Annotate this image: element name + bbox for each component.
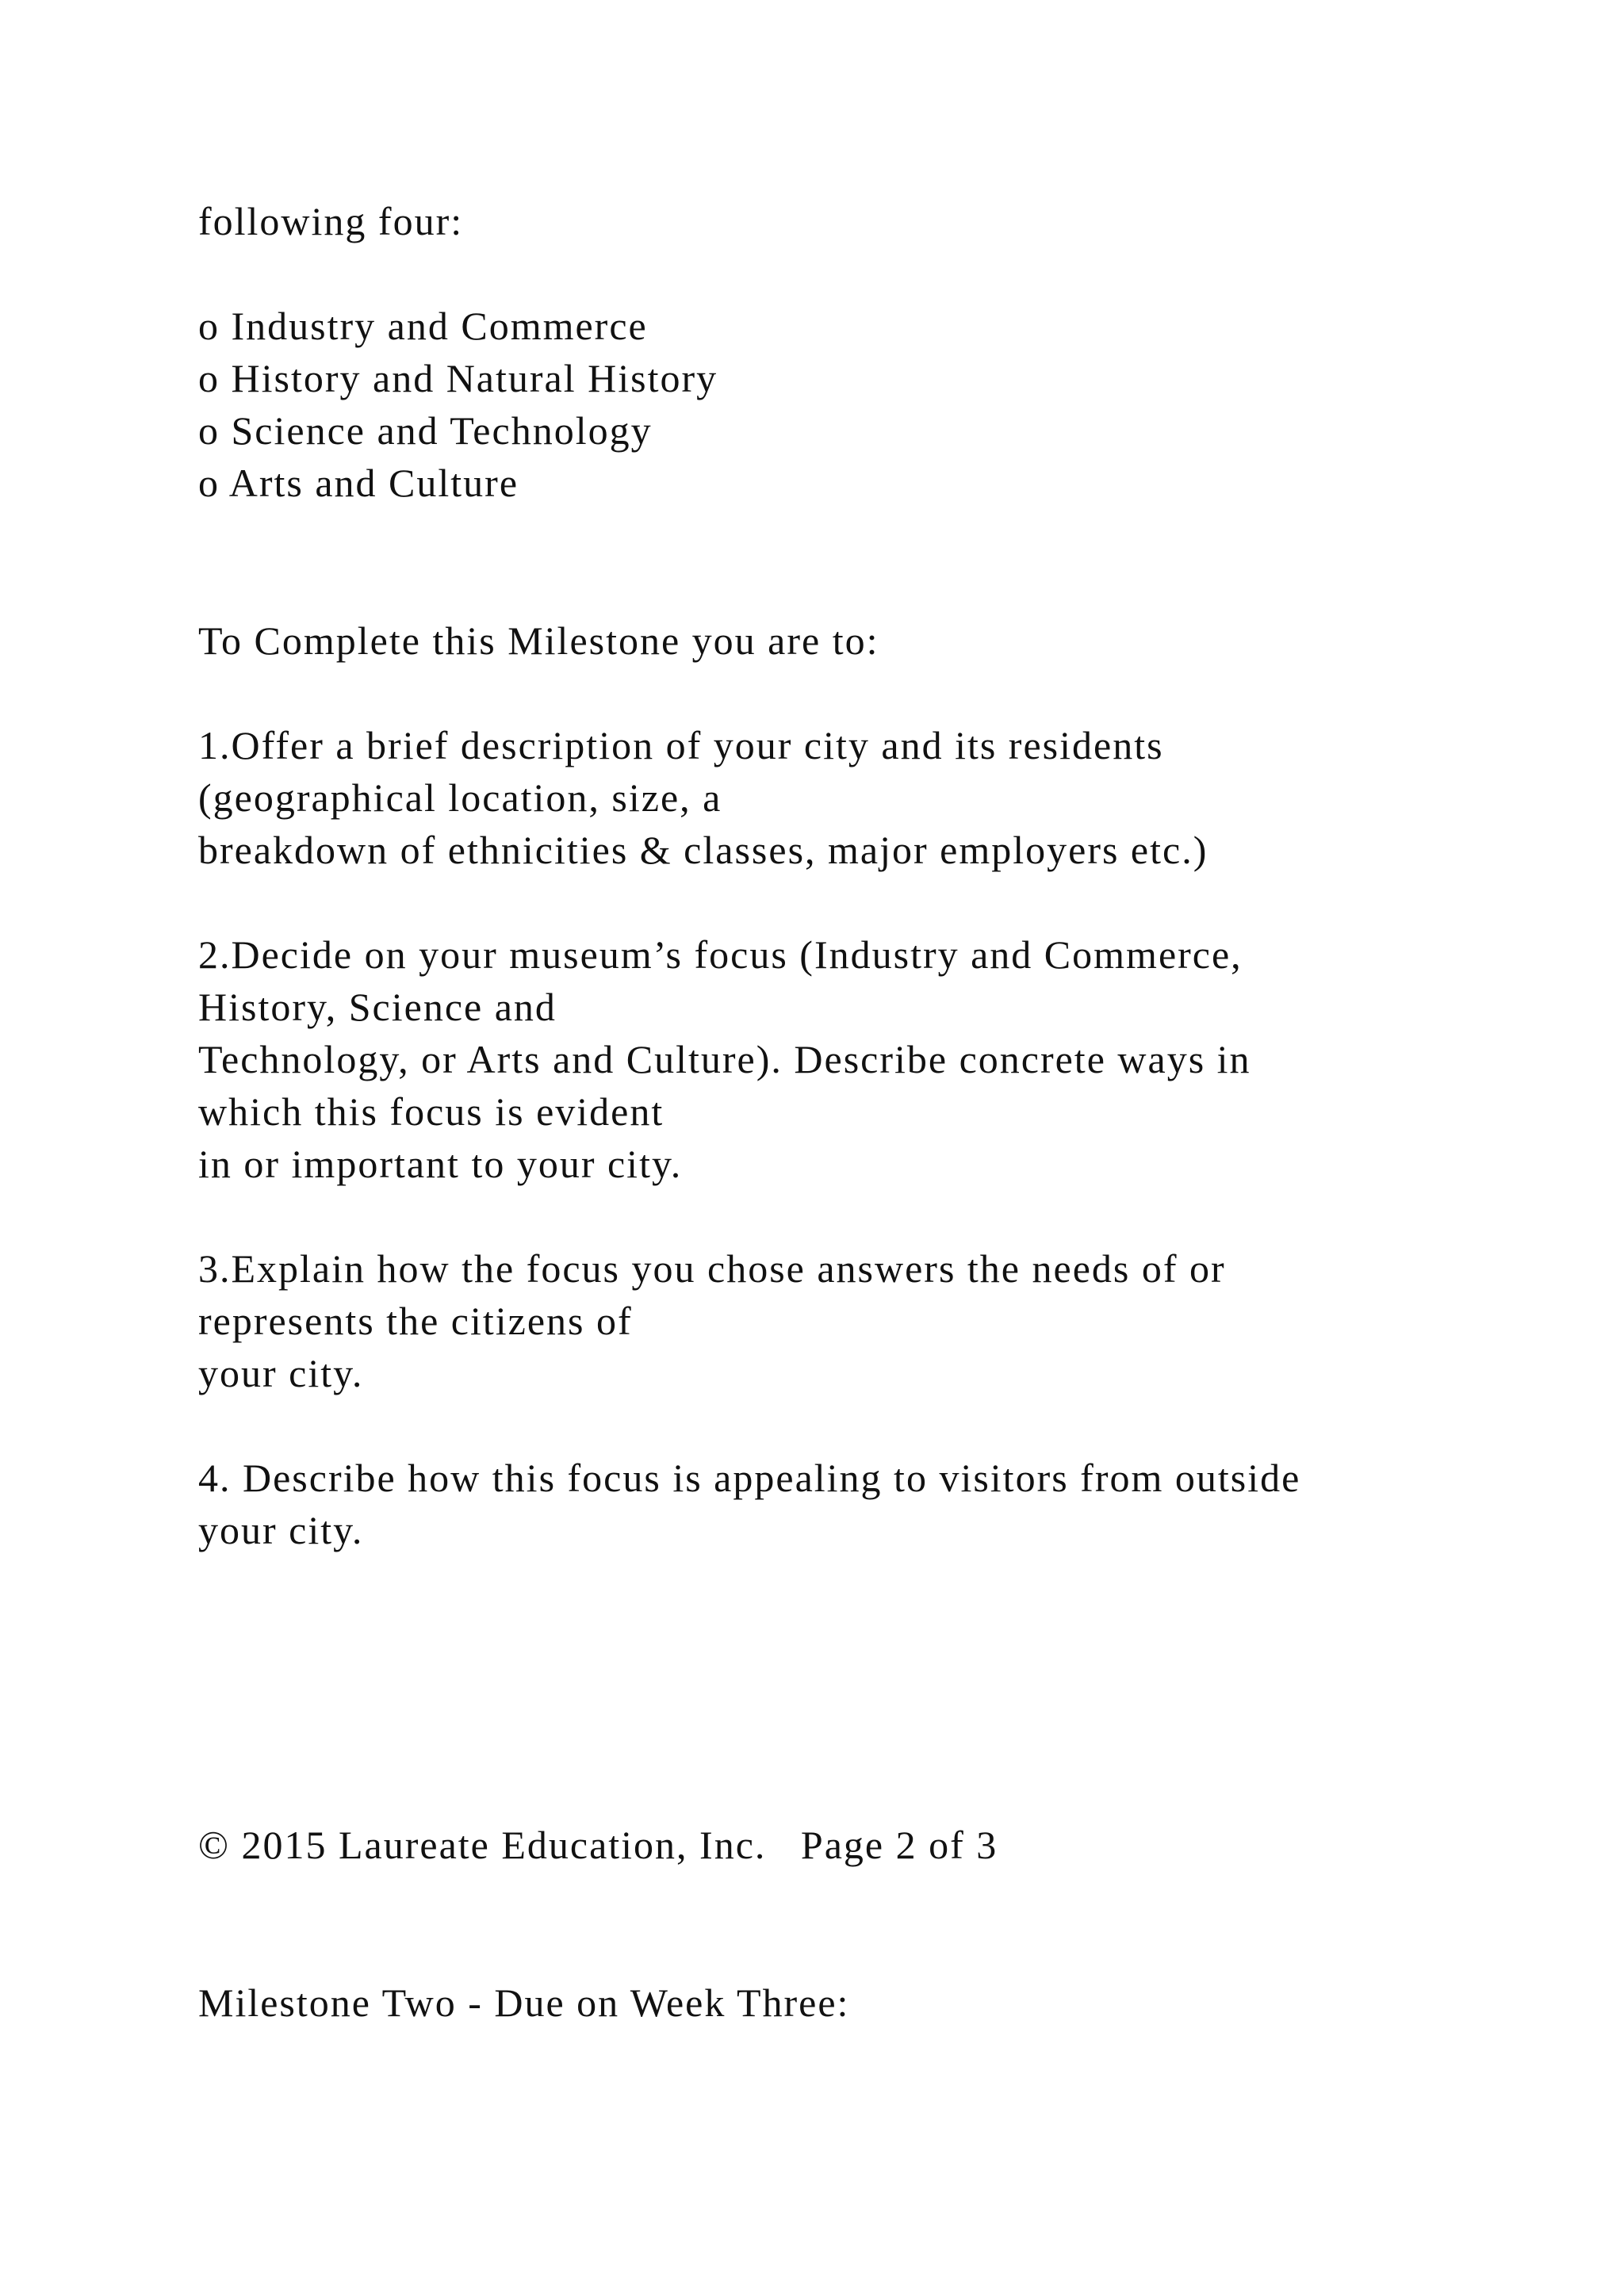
task-4-line-2: your city. [198, 1508, 364, 1552]
task-1-line-2: (geographical location, size, a [198, 775, 722, 820]
page-footer: © 2015 Laureate Education, Inc. Page 2 of 3 [198, 1823, 998, 1867]
task-3-line-3: your city. [198, 1351, 364, 1395]
task-2-line-5: in or important to your city. [198, 1142, 683, 1186]
instructions-heading: To Complete this Milestone you are to: [198, 618, 879, 663]
task-2-line-1: 2.Decide on your museum’s focus (Industry and Commerce, [198, 932, 1243, 977]
task-3-line-1: 3.Explain how the focus you chose answers the needs of or [198, 1246, 1226, 1291]
task-2-line-2: History, Science and [198, 985, 557, 1029]
focus-option-arts: o Arts and Culture [198, 461, 519, 505]
task-2-line-4: which this focus is evident [198, 1089, 665, 1134]
task-1-line-3: breakdown of ethnicities & classes, major employers etc.) [198, 828, 1208, 872]
focus-option-science: o Science and Technology [198, 408, 653, 453]
task-1-line-1: 1.Offer a brief description of your city and its residents [198, 723, 1164, 767]
task-3-line-2: represents the citizens of [198, 1299, 633, 1343]
task-4-line-1: 4. Describe how this focus is appealing to visitors from outside [198, 1456, 1301, 1500]
intro-tail-text: following four: [198, 199, 464, 243]
task-2-line-3: Technology, or Arts and Culture). Describe concrete ways in [198, 1037, 1251, 1081]
focus-option-history: o History and Natural History [198, 356, 718, 400]
focus-option-industry: o Industry and Commerce [198, 304, 648, 348]
next-milestone-heading: Milestone Two - Due on Week Three: [198, 1980, 850, 2025]
